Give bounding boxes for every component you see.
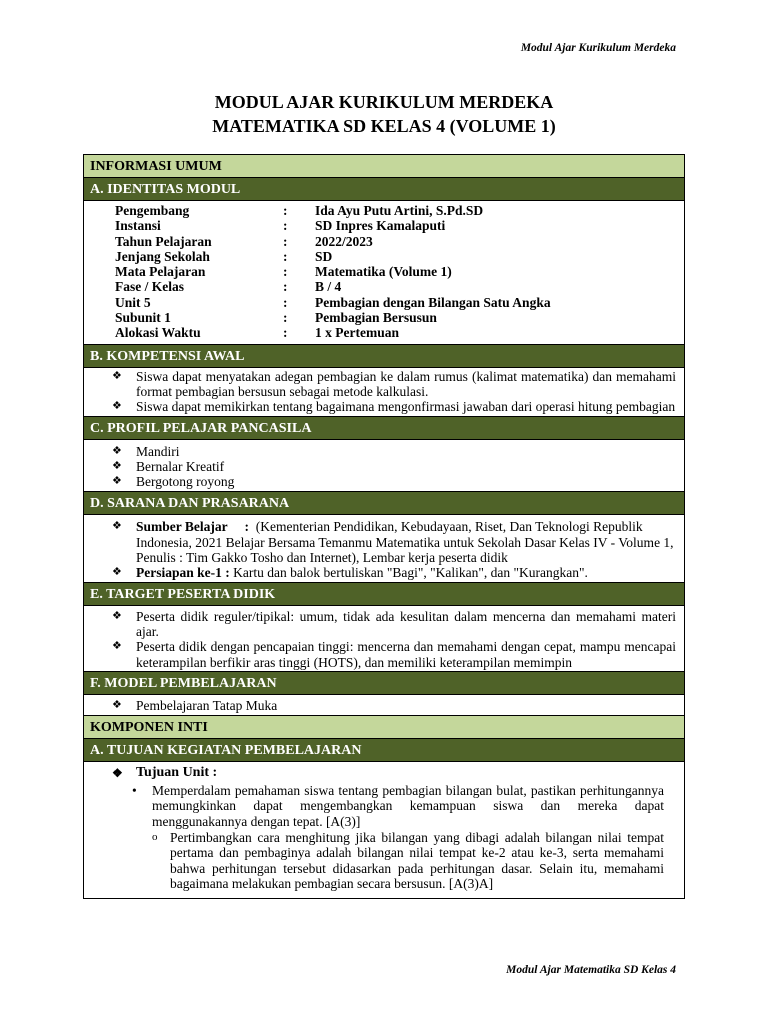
- list-item: ❖ Siswa dapat memikirkan tentang bagaimana mengonfirmasi jawaban dari operasi hitung pembagian: [112, 399, 676, 415]
- diamond-bullet-icon: ❖: [112, 566, 122, 579]
- identity-row: Unit 5 : Pembagian dengan Bilangan Satu Angka: [115, 294, 551, 310]
- identity-row: Jenjang Sekolah : SD: [115, 248, 333, 264]
- running-footer: Modul Ajar Matematika SD Kelas 4: [506, 964, 676, 976]
- tujuan-kegiatan-section: [83, 761, 685, 899]
- identity-row: Tahun Pelajaran : 2022/2023: [115, 233, 373, 249]
- informasi-umum-header: INFORMASI UMUM: [83, 154, 685, 177]
- identitas-modul-header: A. IDENTITAS MODUL: [83, 177, 685, 200]
- list-item: ❖ Bernalar Kreatif: [112, 458, 225, 474]
- sarana-prasarana-header: D. SARANA DAN PRASARANA: [83, 491, 685, 514]
- model-pembelajaran-section: [83, 694, 685, 715]
- title-line-2: MATEMATIKA SD KELAS 4 (VOLUME 1): [212, 116, 556, 136]
- list-item: ❖ Mandiri: [112, 443, 180, 459]
- list-item: o Pertimbangkan cara menghitung jika bilangan yang dibagi adalah bilangan nilai tempat pertama dan pembaginya adalah bilangan nilai tempat ke-2 atau ke-3, serta memahami bahwa perhitungan tersebut didasarkan pada perhitungan dasar. Selain itu, memahami bagaimana melakukan pembagian secara bersusun. [A(3)A]: [152, 830, 664, 891]
- diamond-bullet-icon: ❖: [112, 369, 122, 382]
- diamond-bullet-icon: ❖: [112, 520, 122, 533]
- profil-pelajar-section: [83, 439, 685, 492]
- diamond-bullet-icon: ❖: [112, 640, 122, 653]
- tujuan-kegiatan-header: A. TUJUAN KEGIATAN PEMBELAJARAN: [83, 738, 685, 761]
- target-peserta-header: E. TARGET PESERTA DIDIK: [83, 582, 685, 605]
- document-title: [0, 90, 768, 138]
- list-item: • Memperdalam pemahaman siswa tentang pembagian bilangan bulat, pastikan perhitungannya memungkinkan dapat mengembangkan kemampuan siswa dan mereka dapat menggunakannya dengan tepat. [A(3)]: [132, 783, 664, 829]
- identity-row: Mata Pelajaran : Matematika (Volume 1): [115, 264, 452, 280]
- identity-row: Fase / Kelas : B / 4: [115, 279, 342, 295]
- diamond-bullet-icon: ❖: [112, 444, 122, 457]
- identity-row: Instansi : SD Inpres Kamalaputi: [115, 218, 446, 234]
- sarana-prasarana-section: [83, 514, 685, 581]
- list-item: ❖ Sumber Belajar : (Kementerian Pendidikan, Kebudayaan, Riset, Dan Teknologi Republik Indonesia, 2021 Belajar Bersama Temanmu Matematika untuk Sekolah Dasar Kelas IV - Volume 1, Penulis : Tim Gakko Tosho dan Internet), Lembar kerja peserta didik: [112, 519, 674, 566]
- list-item: ❖ Bergotong royong: [112, 474, 235, 490]
- dot-bullet-icon: •: [132, 783, 137, 799]
- diamond-bullet-icon: ❖: [112, 698, 122, 711]
- title-line-1: MODUL AJAR KURIKULUM MERDEKA: [214, 92, 554, 112]
- model-pembelajaran-header: F. MODEL PEMBELAJARAN: [83, 671, 685, 694]
- diamond-bullet-icon: ❖: [112, 459, 122, 472]
- komponen-inti-header: KOMPONEN INTI: [83, 715, 685, 738]
- tujuan-unit-label: ❖ Tujuan Unit :: [112, 765, 218, 781]
- list-item: ❖ Pembelajaran Tatap Muka: [112, 697, 278, 713]
- list-item: ❖ Peserta didik dengan pencapaian tinggi: mencerna dan memahami dengan cepat, mampu mencapai keterampilan berfikir aras tinggi (HOTS), dan memiliki keterampilan memimpin: [112, 639, 676, 670]
- kompetensi-awal-header: B. KOMPETENSI AWAL: [83, 344, 685, 367]
- list-item: ❖ Persiapan ke-1 : Kartu dan balok bertuliskan "Bagi", "Kalikan", dan "Kurangkan".: [112, 565, 588, 581]
- diamond-bullet-icon: ❖: [112, 766, 123, 781]
- circle-bullet-icon: o: [152, 831, 158, 844]
- identity-row: Pengembang : Ida Ayu Putu Artini, S.Pd.SD: [115, 203, 484, 218]
- profil-pelajar-header: C. PROFIL PELAJAR PANCASILA: [83, 416, 685, 439]
- diamond-bullet-icon: ❖: [112, 475, 122, 488]
- target-peserta-section: [83, 605, 685, 671]
- identity-row: Subunit 1 : Pembagian Bersusun: [115, 310, 437, 326]
- diamond-bullet-icon: ❖: [112, 609, 122, 622]
- list-item: ❖ Siswa dapat menyatakan adegan pembagian ke dalam rumus (kalimat matematika) dan memahami format pembagian bersusun sebagai metode kalkulasi.: [112, 368, 676, 399]
- running-header: Modul Ajar Kurikulum Merdeka: [520, 42, 676, 54]
- diamond-bullet-icon: ❖: [112, 400, 122, 413]
- list-item: ❖ Peserta didik reguler/tipikal: umum, tidak ada kesulitan dalam mencerna dan memahami materi ajar.: [112, 608, 676, 639]
- identitas-modul-section: [83, 200, 685, 344]
- module-table: [83, 154, 685, 899]
- identity-row: Alokasi Waktu : 1 x Pertemuan: [115, 325, 399, 341]
- kompetensi-awal-section: [83, 367, 685, 416]
